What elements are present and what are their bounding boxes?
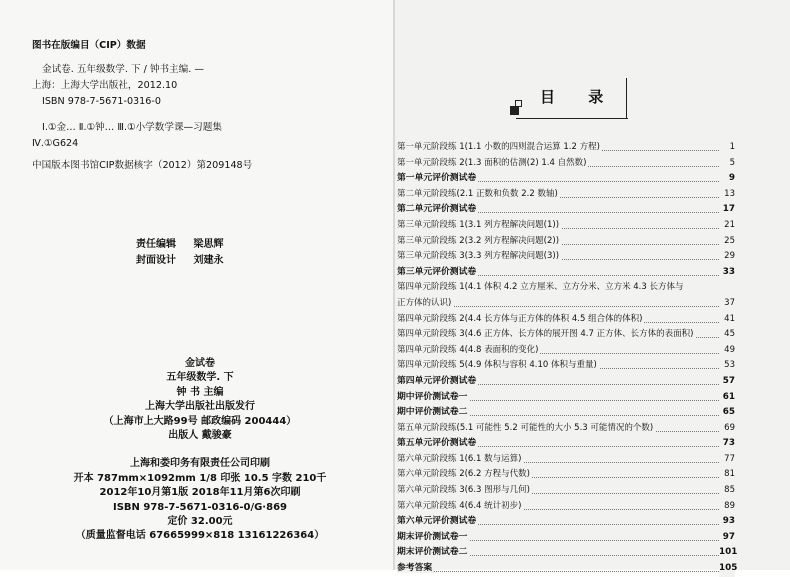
toc-entry-page: 77 (719, 452, 735, 468)
toc-entry-page: 93 (719, 514, 735, 530)
toc-entry (397, 265, 735, 281)
colophon-line: 五年级数学. 下 (166, 372, 234, 384)
toc-entry-page: 81 (719, 467, 735, 483)
toc-entry-title: 第六单元阶段练 3(6.3 图形与几何) (397, 485, 530, 496)
cover-design-name: 刘建永 (193, 255, 224, 266)
toc-entry-title: 期中评价测试卷二 (397, 407, 468, 418)
colophon (30, 357, 370, 544)
colophon-line: 开本 787mm×1092mm 1/8 印张 10.5 字数 210千 (73, 472, 327, 484)
toc-entry-page: 25 (719, 234, 735, 250)
toc-entry (397, 452, 735, 468)
colophon-line: 金试卷 (185, 358, 215, 369)
toc-entry-title: 期中评价测试卷一 (397, 391, 468, 402)
toc-entry (397, 514, 735, 530)
colophon-line: （上海市上大路99号 邮政编码 200444） (103, 415, 297, 427)
toc-entry-title: 第一单元阶段练 1(1.1 小数的四则混合运算 1.2 方程) (397, 142, 600, 152)
toc-entry (397, 280, 735, 296)
responsible-editor-label: 责任编辑 (136, 239, 176, 250)
toc-entry-title: 第五单元评价测试卷 (397, 438, 477, 449)
toc-entry-page: 69 (719, 421, 735, 437)
toc-entry (397, 405, 735, 421)
toc-entry (397, 436, 735, 452)
toc-entry-page: 53 (719, 358, 735, 374)
cip-line: 上海：上海大学出版社，2012.10 (32, 80, 178, 91)
toc-entry-page: 13 (719, 187, 735, 203)
toc-entry (397, 140, 735, 156)
left-page (0, 0, 393, 570)
toc-entry-page: 29 (719, 249, 735, 265)
toc-entry-page: 37 (719, 296, 735, 312)
table-of-contents (397, 140, 738, 577)
toc-entry-title: 第四单元阶段练 4(4.8 表面积的变化) (397, 344, 539, 355)
toc-entry-title: 第四单元阶段练 1(4.1 体积 4.2 立方厘米、立方分米、立方米 4.3 长方体与 (397, 282, 684, 293)
toc-entry-title: 第四单元阶段练 3(4.6 正方体、长方体的展开图 4.7 正方体、长方体的表面积) (397, 329, 694, 340)
colophon-line: 出版人 戴骏豪 (168, 430, 232, 442)
toc-entry-title: 第一单元评价测试卷 (397, 173, 477, 184)
cip-line: 金试卷. 五年级数学. 下 / 钟书主编. — (42, 64, 204, 75)
toc-entry (397, 296, 735, 312)
toc-entry-page: 17 (719, 202, 735, 218)
toc-entry-title: 第四单元评价测试卷 (397, 375, 477, 386)
toc-entry (397, 358, 735, 374)
toc-entry-title: 第三单元阶段练 2(3.2 列方程解决问题(2)) (397, 235, 560, 246)
decorative-square-icon (510, 106, 519, 115)
toc-entry-title: 第一单元阶段练 2(1.3 面积的估测(2) 1.4 自然数) (397, 157, 587, 168)
toc-entry (397, 561, 738, 577)
toc-entry-title: 第三单元阶段练 1(3.1 列方程解决问题(1)) (397, 219, 560, 230)
toc-entry (397, 483, 735, 499)
cip-data-block (32, 38, 372, 174)
toc-entry-page: 9 (719, 171, 735, 187)
toc-entry-page: 89 (719, 499, 735, 515)
toc-entry-title: 第六单元阶段练 4(6.4 统计初步) (397, 500, 522, 511)
cip-line: ISBN 978-7-5671-0316-0 (42, 96, 161, 107)
toc-entry-title: 参考答案 (397, 563, 433, 574)
toc-entry-page: 105 (719, 561, 735, 577)
dot-leader (397, 571, 721, 572)
toc-entry-page: 41 (719, 312, 735, 328)
toc-entry-page: 65 (719, 405, 735, 421)
toc-entry-title: 第四单元阶段练 5(4.9 体积与容积 4.10 体积与重量) (397, 360, 597, 371)
colophon-line: 钟 书 主编 (176, 386, 224, 398)
colophon-line: 上海大学出版社出版发行 (145, 401, 255, 413)
toc-entry-page: 57 (719, 374, 735, 390)
colophon-line: 2012年10月第1版 2018年11月第6次印刷 (99, 487, 301, 499)
colophon-line: 上海和娄印务有限责任公司印刷 (130, 458, 270, 470)
toc-entry-title: 期末评价测试卷一 (397, 531, 468, 542)
toc-entry (397, 187, 735, 203)
toc-entry (397, 202, 735, 218)
colophon-line: 定价 32.00元 (167, 516, 233, 528)
cip-verify-number: 中国版本图书馆CIP数据核字（2012）第209148号 (32, 160, 253, 171)
toc-entry-title: 第三单元评价测试卷 (397, 266, 477, 277)
toc-entry (397, 249, 735, 265)
cip-classification: Ⅰ.①金… Ⅱ.①钟… Ⅲ.①小学数学课—习题集 (42, 122, 222, 133)
toc-entry (397, 374, 735, 390)
toc-entry (397, 421, 735, 437)
toc-entry-title: 第六单元阶段练 2(6.2 方程与代数) (397, 469, 530, 480)
toc-entry-title: 第二单元评价测试卷 (397, 204, 477, 215)
toc-entry (397, 467, 735, 483)
toc-entry-title: 第二单元阶段练(2.1 正数和负数 2.2 数轴) (397, 188, 558, 199)
toc-entry-page: 33 (719, 265, 735, 281)
colophon-line: （质量监督电话 67665999×818 13161226364） (75, 530, 325, 542)
toc-entry (397, 499, 735, 515)
toc-entry-page: 61 (719, 390, 735, 406)
toc-entry-title: 第四单元阶段练 2(4.4 长方体与正方体的体积 4.5 组合体的体积) (397, 313, 643, 324)
toc-entry (397, 343, 735, 359)
cover-design-label: 封面设计 (136, 255, 176, 266)
toc-entry-title: 正方体的认识) (397, 297, 452, 308)
toc-entry (397, 390, 735, 406)
toc-entry (397, 218, 735, 234)
toc-entry-page: 73 (719, 436, 735, 452)
toc-entry-title: 第六单元阶段练 1(6.1 数与运算) (397, 453, 522, 464)
toc-entry (397, 171, 735, 187)
toc-entry-title: 第六单元评价测试卷 (397, 516, 477, 527)
toc-entry-page: 85 (719, 483, 735, 499)
toc-title: 目 录 (540, 88, 618, 106)
toc-entry-title: 期末评价测试卷二 (397, 547, 468, 558)
toc-entry (397, 234, 735, 250)
toc-entry-page: 21 (719, 218, 735, 234)
toc-entry (397, 327, 735, 343)
cip-classification: Ⅳ.①G624 (32, 138, 79, 149)
toc-entry-page: 5 (719, 156, 735, 172)
editor-credits (136, 237, 223, 269)
cip-heading: 图书在版编目（CIP）数据 (32, 40, 146, 51)
toc-entry-page: 101 (719, 545, 735, 561)
toc-entry-title: 第五单元阶段练(5.1 可能性 5.2 可能性的大小 5.3 可能情况的个数) (397, 422, 654, 433)
responsible-editor-name: 梁思辉 (193, 239, 224, 250)
colophon-line: ISBN 978-7-5671-0316-0/G·869 (113, 501, 287, 513)
toc-entry-title: 第三单元阶段练 3(3.3 列方程解决问题(3)) (397, 251, 560, 262)
toc-entry-page: 49 (719, 343, 735, 359)
toc-entry-page: 45 (719, 327, 735, 343)
toc-entry (397, 545, 738, 561)
toc-entry-page: 97 (719, 530, 735, 546)
toc-entry (397, 530, 735, 546)
toc-entry-page: 1 (719, 140, 735, 156)
toc-entry (397, 312, 735, 328)
toc-entry (397, 156, 735, 172)
